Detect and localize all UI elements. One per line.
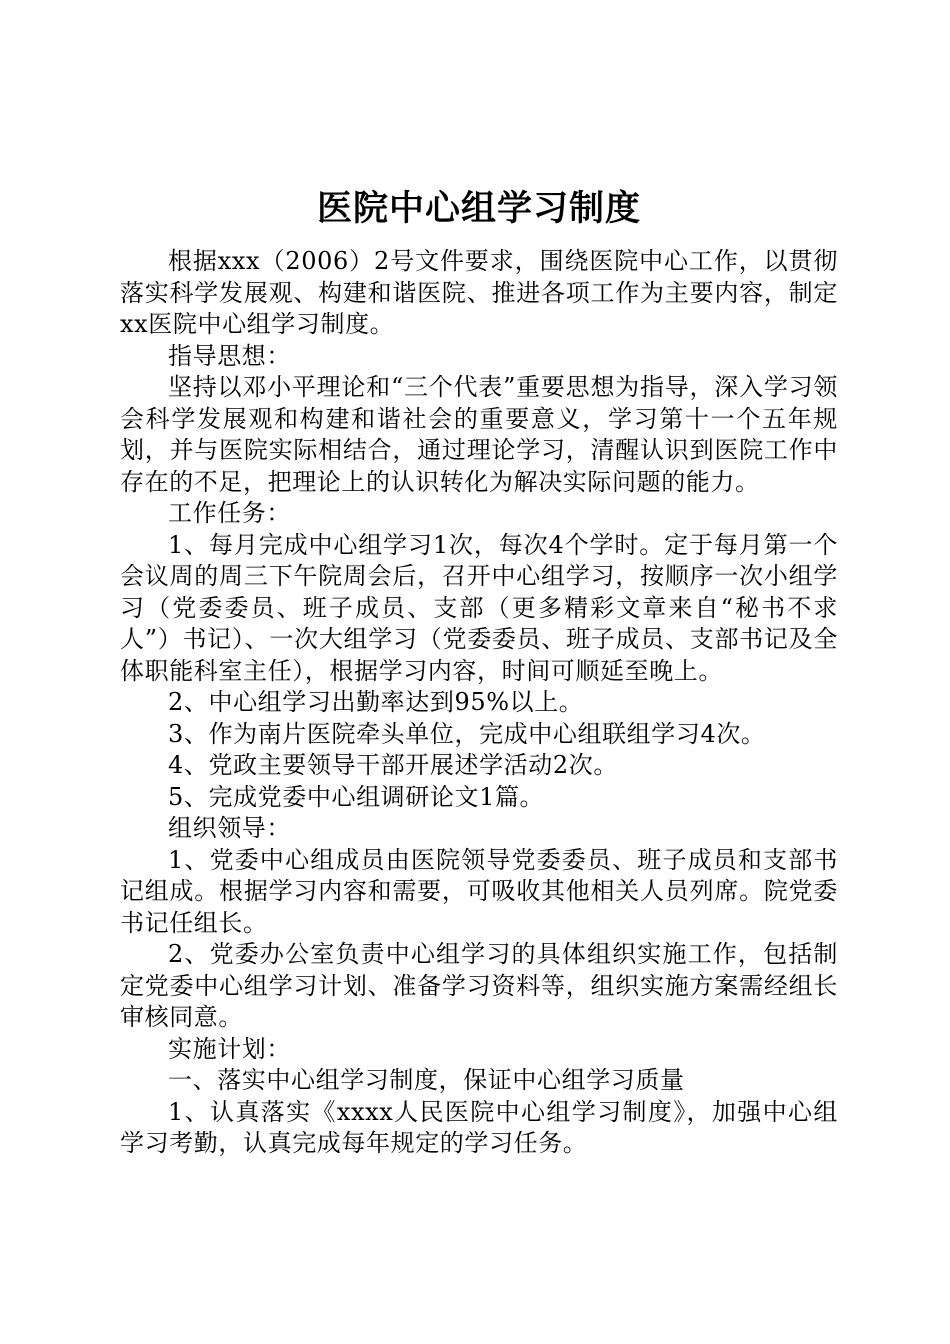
section-heading-guiding-ideology: 指导思想： bbox=[168, 341, 291, 370]
work-task-item-4: 4、党政主要领导干部开展述学活动2次。 bbox=[168, 751, 618, 779]
work-task-item-3: 3、作为南片医院牵头单位，完成中心组联组学习4次。 bbox=[168, 719, 766, 748]
section-heading-organization: 组织领导： bbox=[168, 814, 291, 842]
organization-item-2: 2、党委办公室负责中心组学习的具体组织实施工作，包括制定党委中心组学习计划、准备学习资料等，组织实施方案需经组长审核同意。 bbox=[120, 940, 838, 1031]
work-task-item-5: 5、完成党委中心组调研论文1篇。 bbox=[168, 782, 545, 811]
section-heading-implementation: 实施计划： bbox=[168, 1034, 291, 1063]
intro-paragraph: 根据xxx（2006）2号文件要求，围绕医院中心工作，以贯彻落实科学发展观、构建和谐医院、推进各项工作为主要内容，制定xx医院中心组学习制度。 bbox=[120, 247, 838, 338]
organization-item-1: 1、党委中心组成员由医院领导党委委员、班子成员和支部书记组成。根据学习内容和需要，可吸收其他相关人员列席。院党委书记任组长。 bbox=[120, 845, 838, 937]
document-title: 医院中心组学习制度 bbox=[316, 188, 641, 229]
guiding-ideology-paragraph: 坚持以邓小平理论和“三个代表”重要思想为指导，深入学习领会科学发展观和构建和谐社会的重要意义，学习第十一个五年规划，并与医院实际相结合，通过理论学习，清醒认识到医院工作中存在的不足，把理论上的认识转化为解决实际问题的能力。 bbox=[120, 373, 838, 496]
implementation-item-1: 1、认真落实《xxxx人民医院中心组学习制度》，加强中心组学习考勤，认真完成每年规定的学习任务。 bbox=[120, 1097, 838, 1157]
implementation-subheading-1: 一、落实中心组学习制度，保证中心组学习质量 bbox=[168, 1066, 685, 1094]
document-content bbox=[120, 182, 838, 1160]
work-task-item-1: 1、每月完成中心组学习1次，每次4个学时。定于每月第一个会议周的周三下午院周会后，召开中心组学习，按顺序一次小组学习（党委委员、班子成员、支部（更多精彩文章来自“秘书不求人”）书记）、一次大组学习（党委委员、班子成员、支部书记及全体职能科室主任），根据学习内容，时间可顺延至晚上。 bbox=[120, 530, 838, 685]
work-task-item-2: 2、中心组学习出勤率达到95%以上。 bbox=[168, 688, 584, 716]
section-heading-work-tasks: 工作任务： bbox=[168, 499, 291, 527]
